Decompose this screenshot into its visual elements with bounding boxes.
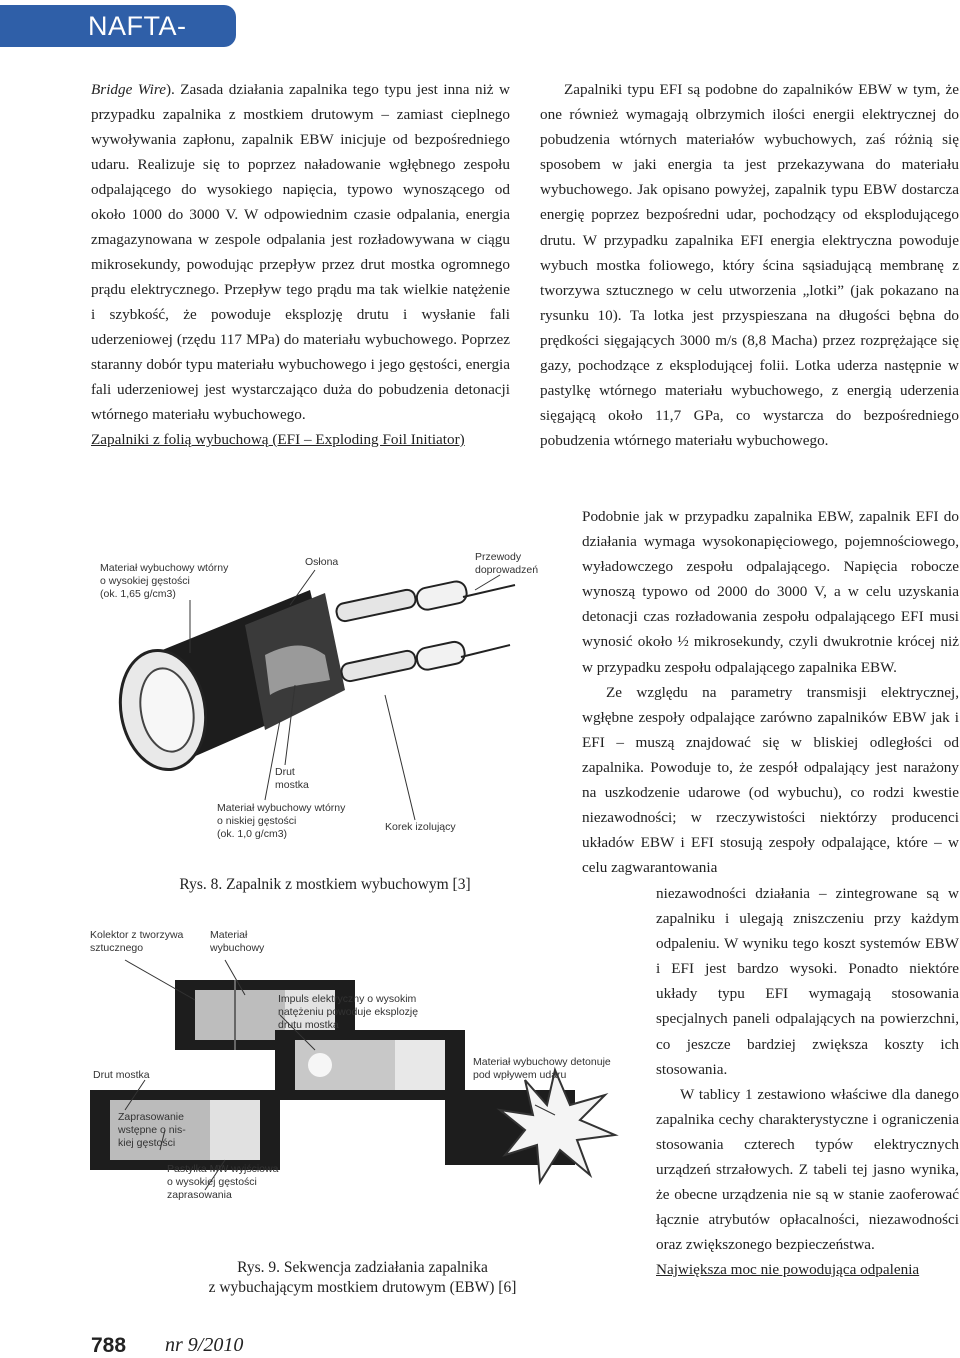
label-electric-impulse: Impuls elektryczny o wysokim natężeniu powoduje eksplozję drutu mostka — [278, 993, 419, 1031]
right-paragraph-2: Ze względu na parametry transmisji elektrycznej, wgłębne zespoły odpalające zarówno zapalników EBW jak i EFI – muszą znajdować się w bliskiej odległości od zapalnika. Powoduje to, że zespół odpalający jest narażony na uszkodzenie udarowe (od wybuchu), co rodzi kwestie niezawodności; w rzeczywistości niektórzy producenci układów EBW i EFI stosują zespoły odpalające, które – w celu zagwarantowania — [582, 683, 959, 877]
label-bridge-wire: Drut mostka — [275, 766, 309, 791]
journal-title: NAFTA-GAZ — [88, 11, 187, 72]
label-secondary-low-density: Materiał wybuchowy wtórny o niskiej gęstości (ok. 1,0 g/cm3) — [217, 802, 346, 840]
figure-8-diagram — [95, 545, 555, 875]
figure-9-caption: Rys. 9. Sekwencja zadziałania zapalnika z wybuchającym mostkiem drutowym (EBW) [6] — [208, 1259, 517, 1296]
left-column — [91, 77, 510, 452]
page-number: 788 — [91, 1334, 127, 1357]
figure-9-diagram — [85, 920, 630, 1250]
right-paragraph-1b: Podobnie jak w przypadku zapalnika EBW, zapalnik EFI do działania wymaga wysokonapięciowego, pojemnościowego, wyładowczego zespołu odpalającego. Napięcia robocze wynoszą typowo od 2000 do 3000 V, a w celu uzyskania detonacji czas rozładowania zespołu odpalającego EFI musi wynosić około ½ mikrosekundy, czyli dwukrotnie krócej niż w przypadku zespołu odpalającego zapalnika EBW. — [582, 508, 959, 676]
label-output-pellet: Pastylka MW wyjściowa o wysokiej gęstości zaprasowania — [167, 1163, 279, 1201]
label-leads: Przewody doprowadzeń — [475, 551, 539, 576]
issue-number: nr 9/2010 — [165, 1334, 244, 1356]
journal-header-tab — [0, 5, 236, 72]
figure-8-caption: Rys. 8. Zapalnik z mostkiem wybuchowym [3] — [179, 876, 471, 893]
section-subheading-max-power: Największa moc nie powodująca odpalenia — [656, 1261, 920, 1279]
label-secondary-high-density: Materiał wybuchowy wtórny o wysokiej gęstości (ok. 1,65 g/cm3) — [100, 562, 229, 600]
label-insulating-plug: Korek izolujący — [385, 821, 456, 833]
right-column-indented-1 — [582, 504, 959, 880]
right-column — [540, 77, 959, 453]
right-paragraph-1: Zapalniki typu EFI są podobne do zapalników EBW w tym, że one również wymagają olbrzymich ilości energii elektrycznej do pobudzenia wtórnych materiałów wybuchowych, zaś różnią się sposobem w jaki energia ta jest przekazywana do materiału wybuchowego. Jak opisano powyżej, zapalnik typu EBW dostarcza energię poprzez bezpośredni udar, pochodzący od eksplodującego drutu. W przypadku zapalnika EFI energia elektryczna powoduje wybuch mostka foliowego, który ścina sąsiadującą membranę z tworzywa sztucznego w celu utworzenia „lotki” (jak pokazano na rysunku 10). Ta lotka jest przyspieszana na długości bębna do prędkości sięgających 3000 m/s (8,8 Macha) przez rozprężające się gazy, pochodzące z eksplodującej folii. Lotka uderza następnie w pastylkę wtórnego materiału wybuchowego, z energią uderzenia sięgającą około 11,7 GPa, co wystarcza do bezpośredniego pobudzenia wtórnego materiału wybuchowego. — [540, 81, 959, 450]
label-plastic-collector: Kolektor z tworzywa sztucznego — [90, 929, 184, 954]
label-explosive-material: Materiał wybuchowy — [210, 929, 265, 954]
section-subheading: Zapalniki z folią wybuchową (EFI – Exploding Foil Initiator) — [91, 431, 465, 448]
right-paragraph-2b: niezawodności działania – zintegrowane są w zapalniku i ulegają zniszczeniu przy każdym odpaleniu. W wyniku tego koszt systemów EBW i EFI jest bardzo wysoki. Ponadto niektóre układy typu EFI wymagają stosowania specjalnych paneli odpalających na powierzchni, co jeszcze bardziej zwiększa koszty ich stosowania. — [656, 885, 959, 1078]
right-paragraph-3: W tablicy 1 zestawiono właściwe dla danego zapalnika cechy charakterystyczne i ograniczenia stosowania czterech typów elektrycznych urządzeń strzałowych. Z tabeli tej jasno wynika, że obecne urządzenia nie są w stanie zaoferować łącznie atrybutów opłacalności, niezawodności oraz zwiększonego bezpieczeństwa. — [656, 1085, 959, 1254]
right-column-indented-2 — [656, 881, 959, 1283]
left-paragraph-1: Bridge Wire). Zasada działania zapalnika tego typu jest inna niż w przypadku zapalnika z mostkiem drutowym – zamiast cieplnego wywoływania zapłonu, zapalnik EBW inicjuje od bezpośredniego udaru. Realizuje się to poprzez naładowanie wgłębnego zespołu odpalającego do wysokiego napięcia, typowo wynoszącego od około 1000 do 3000 V. W odpowiednim czasie odpalania, energia zmagazynowana w zespole odpalania jest rozładowywana w ciągu mikrosekundy, powodując przepływ przez drut mostka ogromnego prądu elektrycznego. Przepływ tego prądu ma tak wielkie natężenie i szybkość, że powoduje eksplozję drutu i wysłanie fali uderzeniowej (rzędu 117 MPa) do materiału wybuchowego. Poprzez staranny dobór typu materiału wybuchowego i jego gęstości, energia fali uderzeniowej jest wystarczająco duża do pobudzenia detonacji wtórnego materiału wybuchowego. — [91, 81, 510, 423]
label-bridge-wire: Drut mostka — [93, 1069, 150, 1081]
label-low-density-pressing: Zaprasowanie wstępne o nis- kiej gęstości — [118, 1111, 186, 1149]
italic-term: Bridge Wire — [91, 81, 166, 98]
label-detonates: Materiał wybuchowy detonuje pod wpływem udaru — [473, 1056, 611, 1081]
label-shield: Osłona — [305, 556, 339, 568]
